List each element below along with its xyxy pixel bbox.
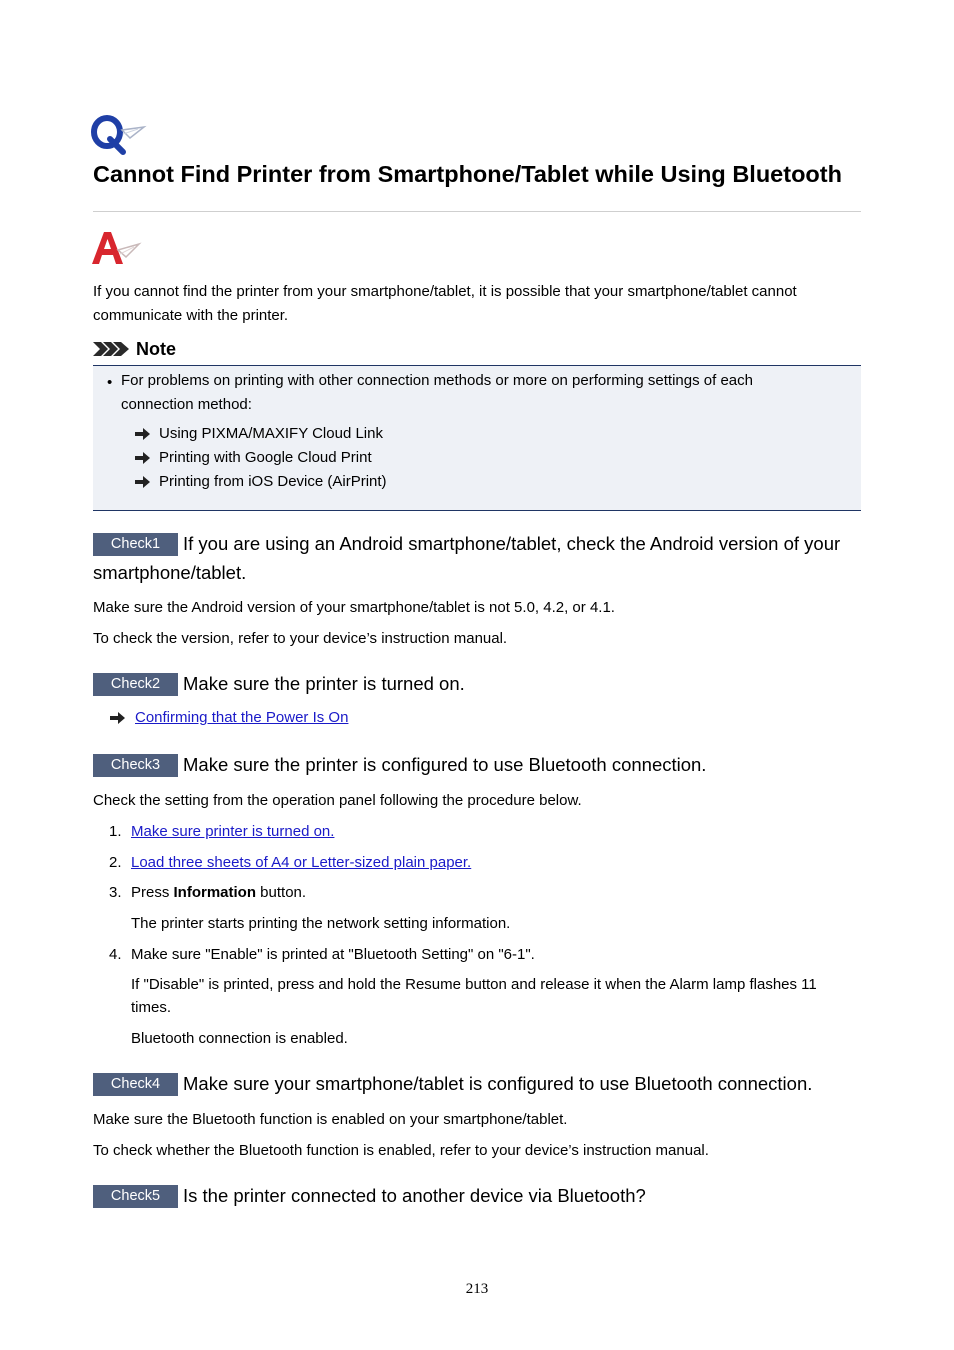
note-link-label[interactable]: Printing from iOS Device (AirPrint)	[159, 473, 387, 490]
step-3-pre: Press	[131, 884, 174, 901]
step-number: 3.	[109, 884, 122, 901]
page-number: 213	[465, 1281, 489, 1297]
check1-paragraph-1: Make sure the Android version of your smartphone/tablet is not 5.0, 4.2, or 4.1.	[93, 599, 615, 616]
step-2-link[interactable]: Load three sheets of A4 or Letter-sized plain paper.	[131, 854, 472, 871]
confirm-power-link-label[interactable]: Confirming that the Power Is On	[135, 709, 349, 726]
check4-title: Make sure your smartphone/tablet is configured to use Bluetooth connection.	[183, 1073, 813, 1094]
note-link-cloud-link[interactable]	[135, 425, 383, 442]
check2-badge: Check2	[93, 673, 178, 696]
check5-badge: Check5	[93, 1185, 178, 1208]
step-3-post: button.	[256, 884, 307, 901]
step-number: 1.	[109, 823, 122, 840]
answer-a-icon	[90, 228, 142, 268]
arrow-right-icon	[110, 712, 125, 724]
title-divider	[93, 211, 861, 212]
step-3-sub: The printer starts printing the network setting information.	[131, 915, 511, 932]
note-bullet: •	[107, 374, 113, 391]
note-chevrons-icon	[93, 341, 131, 357]
page-title: Cannot Find Printer from Smartphone/Tablet while Using Bluetooth	[93, 161, 842, 187]
check5-title: Is the printer connected to another device via Bluetooth?	[183, 1185, 646, 1206]
check3-badge: Check3	[93, 754, 178, 777]
note-link-airprint[interactable]	[135, 473, 387, 490]
check3-intro: Check the setting from the operation panel following the procedure below.	[93, 792, 582, 809]
check4-paragraph-1: Make sure the Bluetooth function is enabled on your smartphone/tablet.	[93, 1111, 568, 1128]
step-4-sub-1: If "Disable" is printed, press and hold the Resume button and release it when the Alarm lamp flashes 11 times.	[131, 976, 817, 1016]
note-link-label[interactable]: Printing with Google Cloud Print	[159, 449, 372, 466]
step-4-sub-2: Bluetooth connection is enabled.	[131, 1030, 348, 1047]
note-header	[93, 338, 176, 360]
step-1-link[interactable]: Make sure printer is turned on.	[131, 823, 335, 840]
note-link-google-cloud-print[interactable]	[135, 449, 372, 466]
step-number: 2.	[109, 854, 122, 871]
arrow-right-icon	[135, 452, 150, 464]
confirm-power-link[interactable]	[110, 709, 348, 726]
check1-paragraph-2: To check the version, refer to your device’s instruction manual.	[93, 630, 508, 647]
check1-badge: Check1	[93, 533, 178, 556]
check4-paragraph-2: To check whether the Bluetooth function is enabled, refer to your device’s instruction manual.	[93, 1142, 709, 1159]
step-number: 4.	[109, 946, 122, 963]
check1-title: If you are using an Android smartphone/tablet, check the Android version of your smartphone/tablet.	[93, 533, 841, 583]
note-label: Note	[136, 338, 176, 359]
note-link-label[interactable]: Using PIXMA/MAXIFY Cloud Link	[159, 425, 383, 442]
question-q-icon	[90, 112, 150, 156]
note-box	[93, 365, 861, 511]
arrow-right-icon	[135, 428, 150, 440]
check4-badge: Check4	[93, 1073, 178, 1096]
intro-paragraph: If you cannot find the printer from your smartphone/tablet, it is possible that your smartphone/tablet cannot communicate with the printer.	[93, 283, 797, 324]
arrow-right-icon	[135, 476, 150, 488]
step-4-text: Make sure "Enable" is printed at "Bluetooth Setting" on "6-1".	[131, 946, 535, 963]
check2-title: Make sure the printer is turned on.	[183, 673, 465, 694]
check3-title: Make sure the printer is configured to use Bluetooth connection.	[183, 754, 707, 775]
step-3-bold: Information	[173, 884, 257, 901]
note-text: For problems on printing with other connection methods or more on performing settings of each connection method:	[121, 372, 753, 413]
step-3-text	[131, 881, 306, 904]
